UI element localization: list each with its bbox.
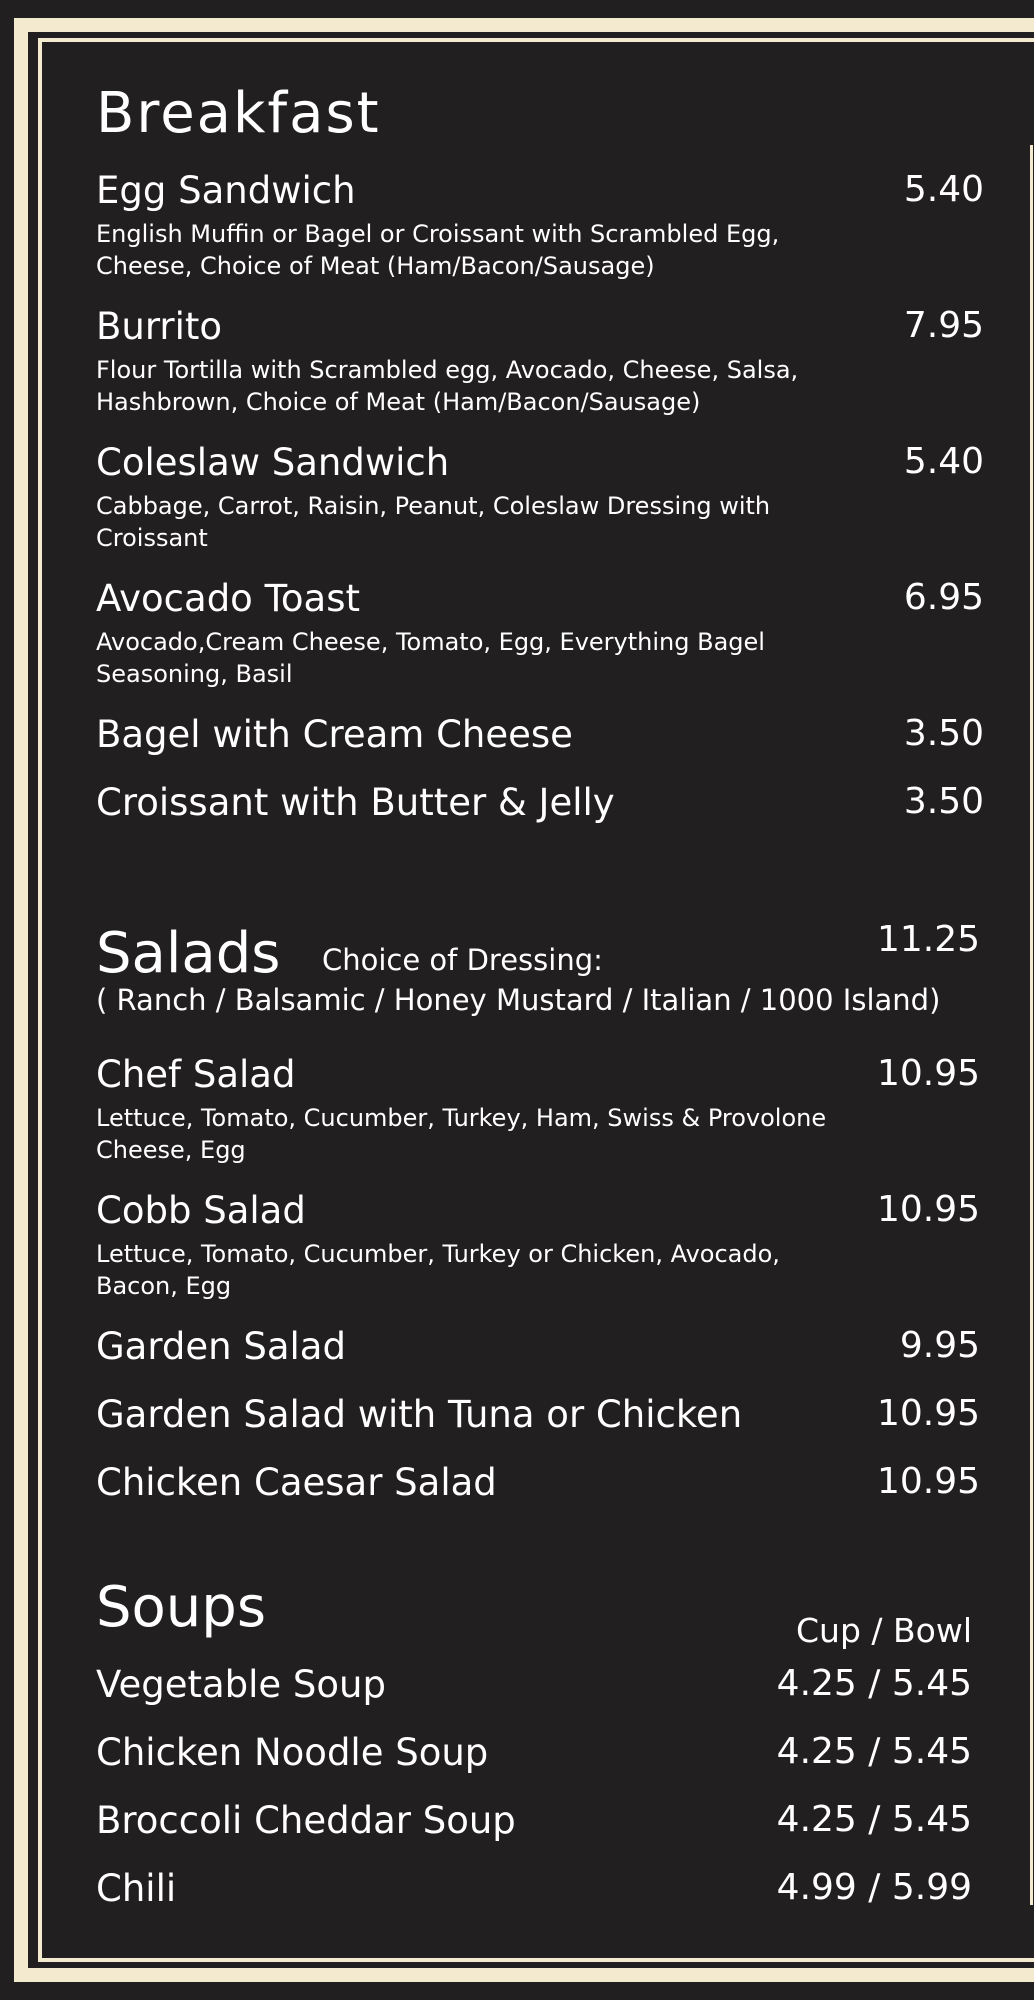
menu-item-description: English Muffin or Bagel or Croissant with Scrambled Egg, Cheese, Choice of Meat (Ham/Bacon/Sausage): [96, 220, 780, 280]
menu-item-price: 4.25 / 5.45: [776, 1731, 972, 1772]
menu-item-description: Avocado,Cream Cheese, Tomato, Egg, Everything Bagel Seasoning, Basil: [96, 628, 765, 688]
menu-item-price: 3.50: [903, 781, 984, 822]
menu-item-name: Garden Salad with Tuna or Chicken: [96, 1393, 743, 1436]
menu-right-divider: [1030, 145, 1033, 1905]
menu-item-name: Egg Sandwich: [96, 169, 356, 212]
menu-item-name: Broccoli Cheddar Soup: [96, 1799, 516, 1842]
salads-price: 11.25: [876, 919, 980, 960]
menu-item-price: 7.95: [903, 305, 984, 346]
menu-item-name: Bagel with Cream Cheese: [96, 713, 573, 756]
soup-size-header: Cup / Bowl: [796, 1611, 972, 1650]
menu-item-price: 10.95: [876, 1189, 980, 1230]
breakfast-heading: Breakfast: [96, 81, 381, 146]
menu-item-name: Croissant with Butter & Jelly: [96, 781, 615, 824]
menu-item-name: Avocado Toast: [96, 577, 360, 620]
menu-item-price: 4.99 / 5.99: [776, 1867, 972, 1908]
menu-item-name: Burrito: [96, 305, 223, 348]
salads-heading: Salads: [96, 921, 281, 986]
menu-item-price: 6.95: [903, 577, 984, 618]
dressing-options: ( Ranch / Balsamic / Honey Mustard / Italian / 1000 Island): [96, 983, 941, 1017]
menu-item-name: Chili: [96, 1867, 177, 1910]
dressing-label: Choice of Dressing:: [322, 943, 603, 977]
menu-item-description: Cabbage, Carrot, Raisin, Peanut, Coleslaw Dressing with Croissant: [96, 492, 771, 552]
menu-item-price: 4.25 / 5.45: [776, 1799, 972, 1840]
menu-item-price: 3.50: [903, 713, 984, 754]
soups-heading: Soups: [96, 1575, 267, 1640]
menu-item-price: 5.40: [903, 441, 984, 482]
menu-item-name: Chicken Caesar Salad: [96, 1461, 497, 1504]
menu-item-name: Garden Salad: [96, 1325, 346, 1368]
menu-item-name: Vegetable Soup: [96, 1663, 386, 1706]
menu-item-price: 4.25 / 5.45: [776, 1663, 972, 1704]
menu-item-description: Lettuce, Tomato, Cucumber, Turkey, Ham, Swiss & Provolone Cheese, Egg: [96, 1104, 827, 1164]
menu-item-name: Coleslaw Sandwich: [96, 441, 450, 484]
menu-item-name: Cobb Salad: [96, 1189, 306, 1232]
menu-item-price: 10.95: [876, 1053, 980, 1094]
menu-item-price: 9.95: [899, 1325, 980, 1366]
menu-item-description: Lettuce, Tomato, Cucumber, Turkey or Chicken, Avocado, Bacon, Egg: [96, 1240, 780, 1300]
menu-item-price: 5.40: [903, 169, 984, 210]
menu-item-price: 10.95: [876, 1461, 980, 1502]
menu-item-name: Chicken Noodle Soup: [96, 1731, 489, 1774]
menu-item-description: Flour Tortilla with Scrambled egg, Avocado, Cheese, Salsa, Hashbrown, Choice of Meat (Ham/Bacon/Sausage): [96, 356, 799, 416]
menu-item-name: Chef Salad: [96, 1053, 296, 1096]
menu-item-price: 10.95: [876, 1393, 980, 1434]
